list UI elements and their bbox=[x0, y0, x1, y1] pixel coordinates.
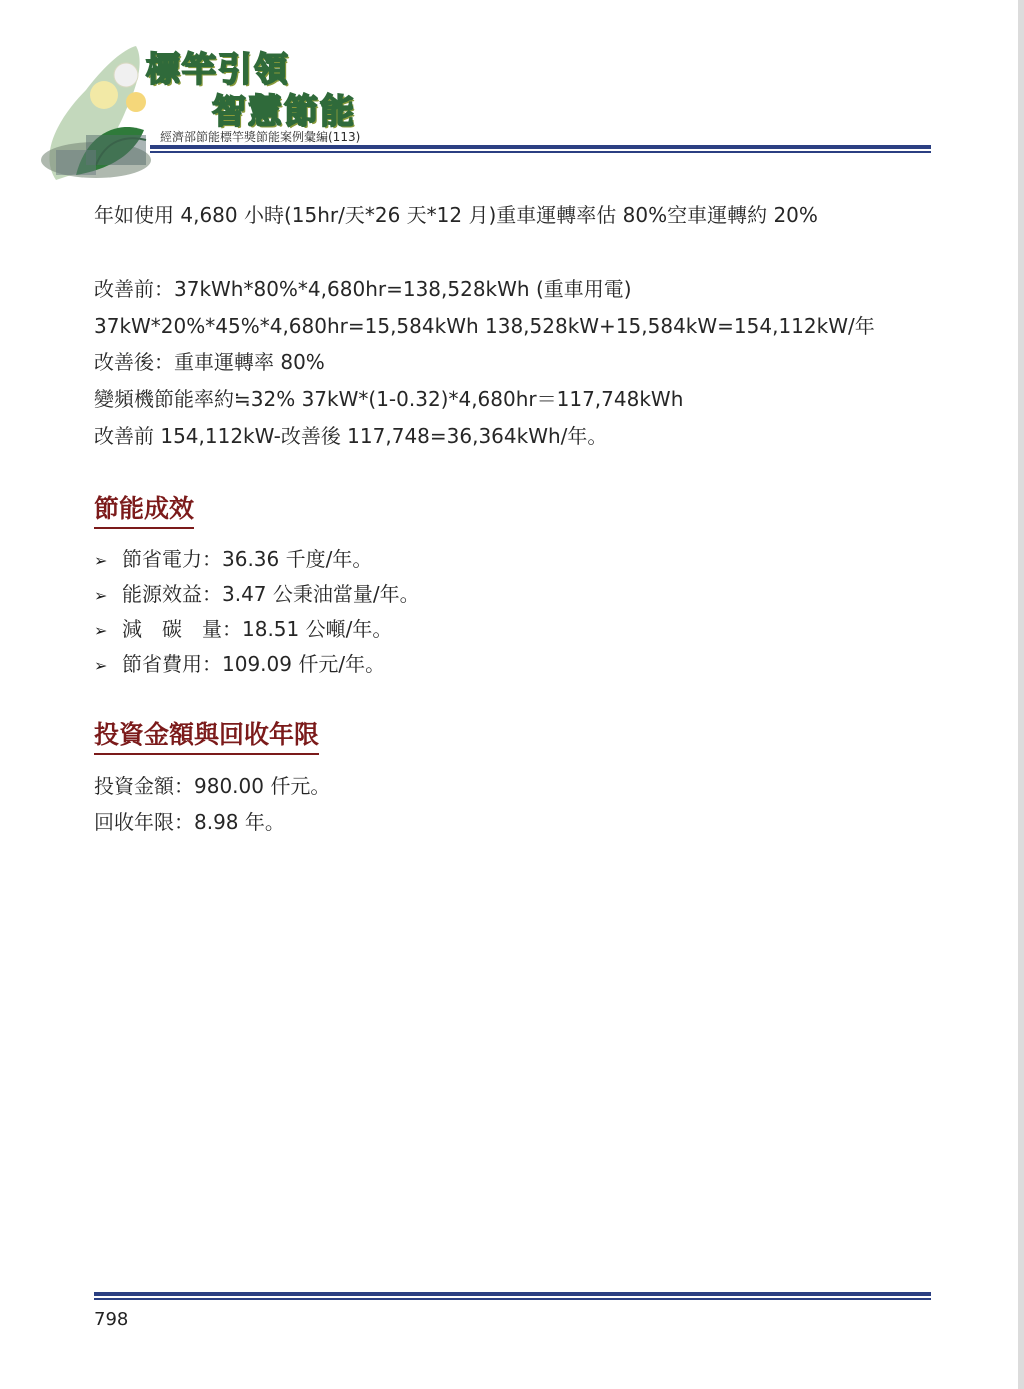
effect-energy: 能源效益：3.47 公秉油當量/年。 bbox=[122, 582, 420, 606]
payback-period: 回收年限：8.98 年。 bbox=[94, 810, 285, 834]
header-rule-thin bbox=[150, 151, 931, 153]
list-item bbox=[94, 617, 392, 643]
effect-cost: 節省費用：109.09 仟元/年。 bbox=[122, 652, 386, 676]
effect-electricity: 節省電力：36.36 千度/年。 bbox=[122, 547, 373, 571]
arrow-bullet-icon: ➢ bbox=[94, 551, 108, 570]
section-heading-investment: 投資金額與回收年限 bbox=[94, 715, 319, 755]
calc-line-idle: 37kW*20%*45%*4,680hr=15,584kWh 138,528kW+15,584kW=154,112kW/年 bbox=[94, 314, 875, 338]
header-subtitle: 經濟部節能標竿獎節能案例彙編(113) bbox=[160, 130, 361, 144]
footer-rule-thin bbox=[94, 1298, 931, 1300]
section-heading-effects: 節能成效 bbox=[94, 489, 194, 529]
calc-line-vfd: 變頻機節能率約≒32% 37kW*(1-0.32)*4,680hr＝117,748kWh bbox=[94, 387, 684, 411]
logo-title-line1: 標竿引領 bbox=[146, 50, 290, 90]
header-logo bbox=[26, 40, 356, 185]
header-rule-thick bbox=[150, 145, 931, 149]
arrow-bullet-icon: ➢ bbox=[94, 621, 108, 640]
footer-rule-thick bbox=[94, 1292, 931, 1296]
arrow-bullet-icon: ➢ bbox=[94, 586, 108, 605]
calc-line-before: 改善前：37kWh*80%*4,680hr=138,528kWh (重車用電) bbox=[94, 277, 632, 301]
calc-line-usage: 年如使用 4,680 小時(15hr/天*26 天*12 月)重車運轉率估 80%空車運轉約 20% bbox=[94, 203, 818, 227]
effect-carbon: 減 碳 量：18.51 公噸/年。 bbox=[122, 617, 393, 641]
list-item bbox=[94, 582, 420, 608]
page-edge bbox=[1018, 0, 1024, 1389]
calc-line-after: 改善後：重車運轉率 80% bbox=[94, 350, 325, 374]
list-item bbox=[94, 547, 372, 573]
page-number: 798 bbox=[94, 1309, 129, 1330]
arrow-bullet-icon: ➢ bbox=[94, 656, 108, 675]
investment-amount: 投資金額：980.00 仟元。 bbox=[94, 774, 331, 798]
list-item bbox=[94, 652, 385, 678]
calc-line-saving: 改善前 154,112kW-改善後 117,748=36,364kWh/年。 bbox=[94, 424, 608, 448]
logo-title-line2: 智慧節能 bbox=[212, 92, 356, 132]
